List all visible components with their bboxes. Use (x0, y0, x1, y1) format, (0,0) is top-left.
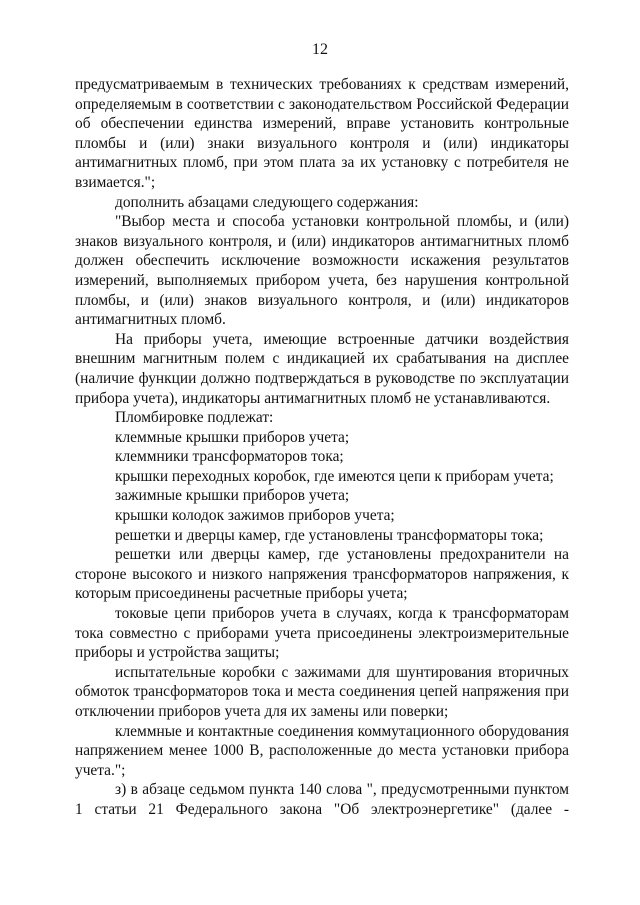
paragraph-seal-location: "Выбор места и способа установки контрольной пломбы, и (или) знаков визуального контроля, и (или) индикаторов антимагнитных пломб должен обеспечить исключение возможности искажения результатов измерений, выполняемых прибором учета, без нарушения контрольной пломбы, и (или) знаков визуального контроля, и (или) индикаторов антимагнитных пломб. (75, 213, 569, 329)
list-item: решетки и дверцы камер, где установлены трансформаторы тока; (115, 526, 544, 544)
list-item: решетки или дверцы камер, где установлены предохранители на стороне высокого и низкого напряжения трансформаторов напряжения, к которым присоединены расчетные приборы учета; (75, 546, 569, 603)
paragraph-amendment-z: з) в абзаце седьмом пункта 140 слова ", предусмотренными пунктом 1 статьи 21 Федерального закона "Об электроэнергетике" (далее - (75, 781, 569, 818)
list-item: крышки колодок зажимов приборов учета; (115, 507, 395, 525)
document-body (75, 75, 569, 820)
list-item: крышки переходных коробок, где имеются цепи к приборам учета; (115, 467, 554, 485)
list-item: зажимные крышки приборов учета; (115, 487, 350, 505)
paragraph-continuation: предусматриваемым в технических требованиях к средствам измерений, определяемым в соответствии с законодательством Российской Федерации об обеспечении единства измерений, вправе установить контрольные пломбы и (или) знаки визуального контроля и (или) индикаторы антимагнитных пломб, при этом плата за их установку с потребителя не взимается."; (75, 76, 569, 191)
list-item: клеммные крышки приборов учета; (115, 428, 350, 446)
list-item: токовые цепи приборов учета в случаях, когда к трансформаторам тока совместно с приборами учета присоединены электроизмерительные приборы и устройства защиты; (75, 605, 569, 662)
paragraph-add-clauses: дополнить абзацами следующего содержания: (115, 193, 419, 211)
list-item: клеммные и контактные соединения коммутационного оборудования напряжением менее 1000 В, расположенные до места установки прибора учета."; (75, 722, 569, 779)
page-number: 12 (312, 41, 328, 58)
list-item: испытательные коробки с зажимами для шунтирования вторичных обмоток трансформаторов тока и места соединения цепей напряжения при отключении приборов учета для их замены или поверки; (75, 663, 569, 720)
list-item: клеммники трансформаторов тока; (115, 448, 344, 466)
paragraph-magnetic-sensors: На приборы учета, имеющие встроенные датчики воздействия внешним магнитным полем с индикацией их срабатывания на дисплее (наличие функции должно подтверждаться в руководстве по эксплуатации прибора учета), индикаторы антимагнитных пломб не устанавливаются. (75, 330, 569, 407)
paragraph-sealing-subject: Пломбировке подлежат: (115, 409, 274, 427)
